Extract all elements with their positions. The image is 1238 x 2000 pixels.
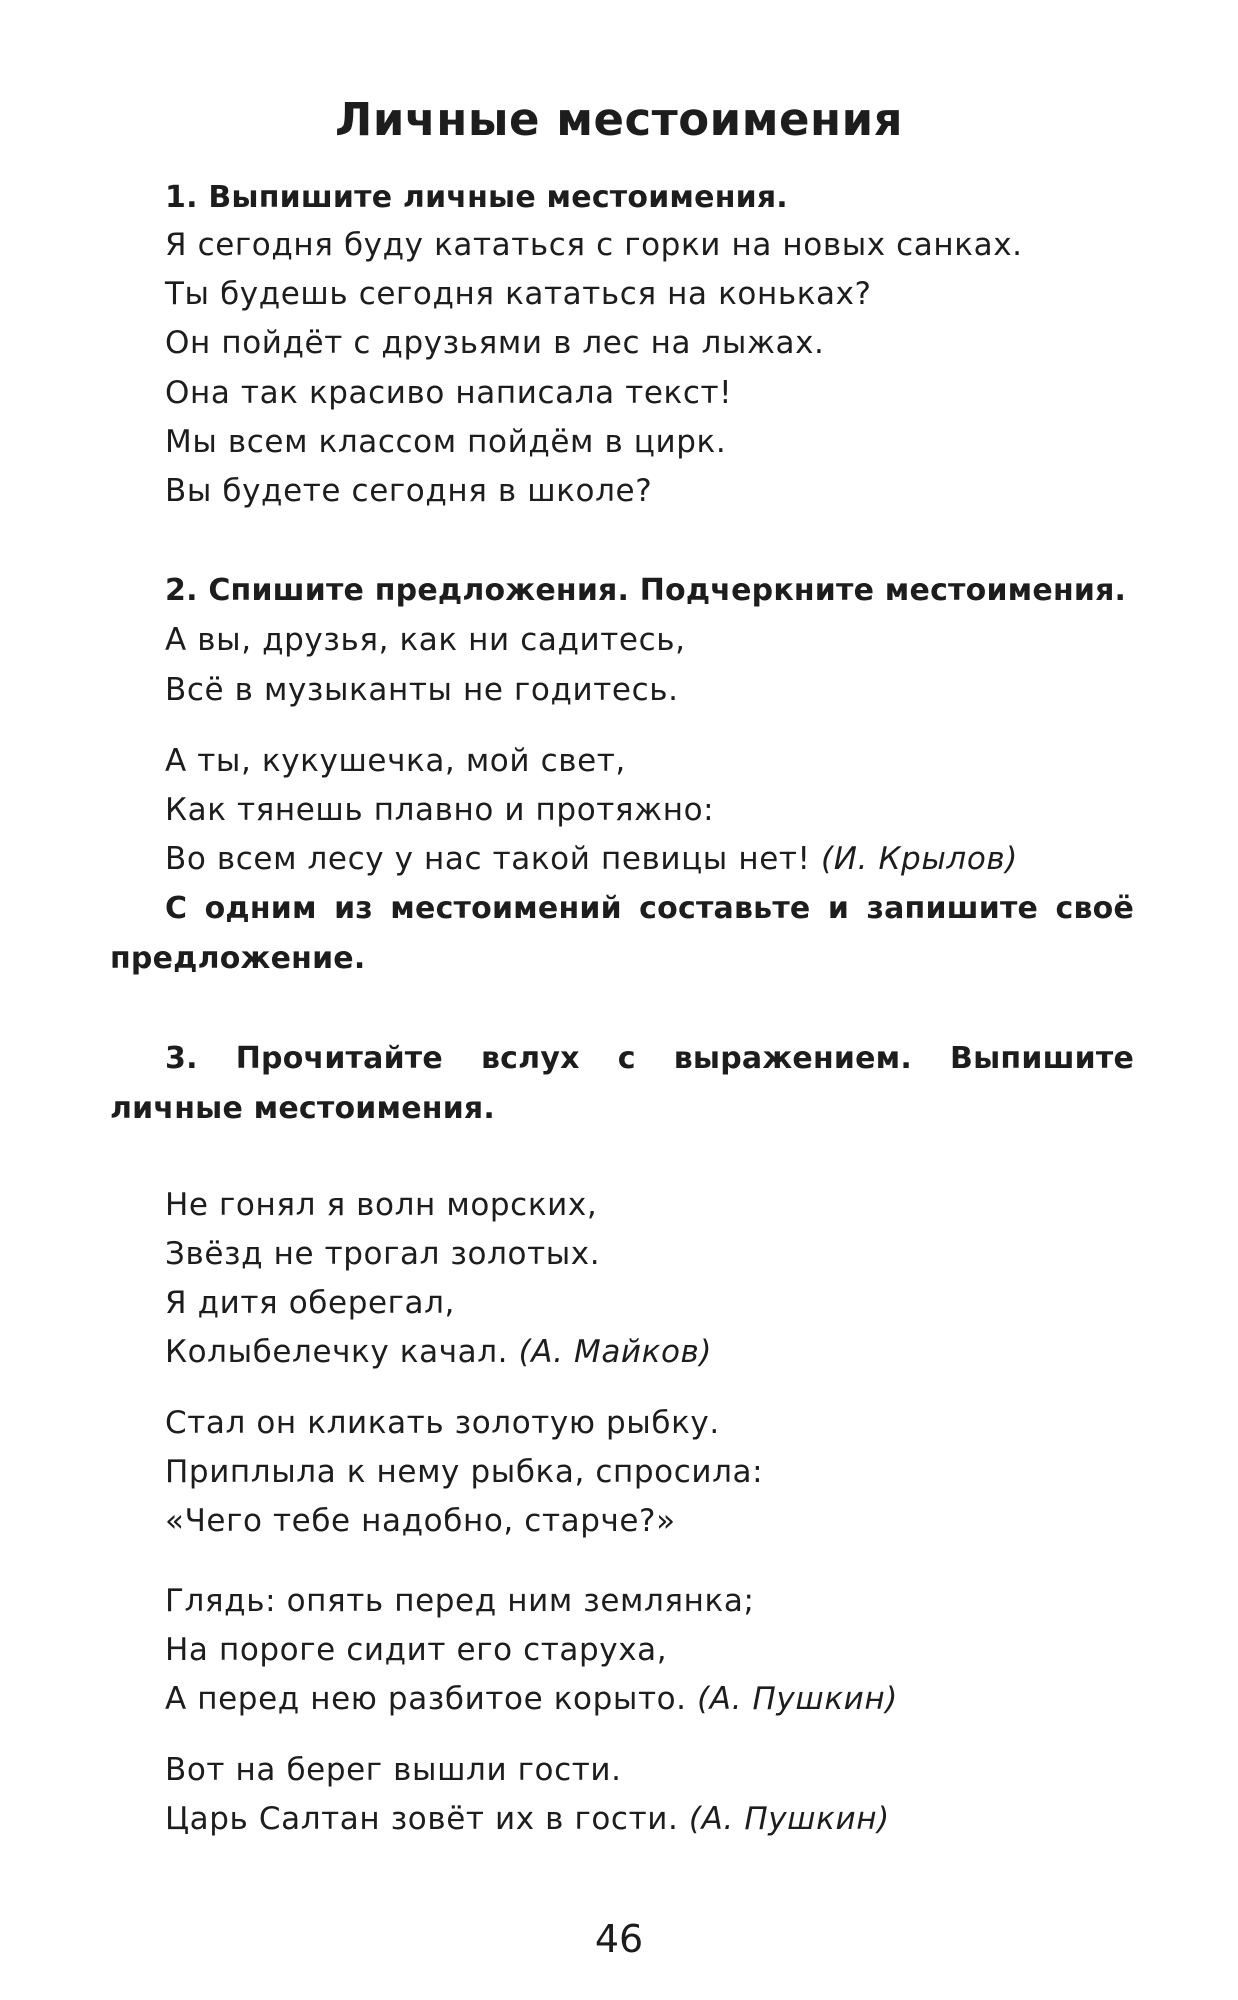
exercise-2-poem-line: А ты, кукушечка, мой свет, (165, 743, 626, 779)
exercise-2-poem-line: Как тянешь плавно и протяжно: (165, 792, 715, 828)
poem-author: (А. Майков) (518, 1334, 713, 1370)
exercise-2-heading: 2. Спишите предложения. Подчеркните местоимения. (165, 573, 1127, 608)
exercise-3-poem-line: Я дитя оберегал, (165, 1285, 455, 1321)
poem-author: (А. Пушкин) (697, 1681, 898, 1717)
exercise-3-poem-line: Стал он кликать золотую рыбку. (165, 1405, 720, 1441)
exercise-1-line: Мы всем классом пойдём в цирк. (165, 424, 727, 460)
exercise-3-poem-line: Вот на берег вышли гости. (165, 1752, 622, 1788)
exercise-1-heading: 1. Выпишите личные местоимения. (165, 180, 788, 215)
exercise-3-poem-line: Не гонял я волн морских, (165, 1187, 598, 1223)
exercise-1-line: Ты будешь сегодня кататься на коньках? (165, 276, 872, 312)
exercise-3-poem-line (165, 1799, 890, 1839)
exercise-3-poem-line: «Чего тебе надобно, старче?» (165, 1503, 676, 1539)
exercise-2-task: С одним из местоимений составьте и запишите своё предложение. (110, 891, 1134, 976)
exercise-3-poem-line: Глядь: опять перед ним землянка; (165, 1583, 755, 1619)
poem-author: (А. Пушкин) (688, 1801, 890, 1837)
poem-text: Царь Салтан зовёт их в гости. (165, 1801, 679, 1837)
exercise-3-poem-line: Приплыла к нему рыбка, спросила: (165, 1454, 764, 1490)
exercise-3-poem-line (165, 1332, 712, 1372)
poem-text: А перед нею разбитое корыто. (165, 1681, 687, 1717)
exercise-3-poem-line: Звёзд не трогал золотых. (165, 1236, 601, 1272)
page-number: 46 (594, 1917, 644, 1961)
poem-text: Во всем лесу у нас такой певицы нет! (165, 841, 811, 877)
exercise-1-line: Я сегодня буду кататься с горки на новых санках. (165, 227, 1023, 263)
exercise-3-poem-line: На пороге сидит его старуха, (165, 1632, 668, 1668)
exercise-3-poem-line (165, 1679, 898, 1719)
exercise-1-line: Он пойдёт с друзьями в лес на лыжах. (165, 325, 825, 361)
exercise-2-poem-line (165, 839, 1018, 879)
exercise-2-poem-line: А вы, друзья, как ни садитесь, (165, 622, 686, 658)
poem-text: Колыбелечку качал. (165, 1334, 509, 1370)
exercise-1-line: Вы будете сегодня в школе? (165, 473, 653, 509)
poem-author: (И. Крылов) (821, 841, 1018, 877)
exercise-1-line: Она так красиво написала текст! (165, 375, 733, 411)
exercise-2-poem-line: Всё в музыканты не годитесь. (165, 672, 679, 708)
exercise-3-heading: 3. Прочитайте вслух с выражением. Выпишите личные местоимения. (110, 1041, 1134, 1126)
page-title: Личные местоимения (334, 93, 904, 146)
